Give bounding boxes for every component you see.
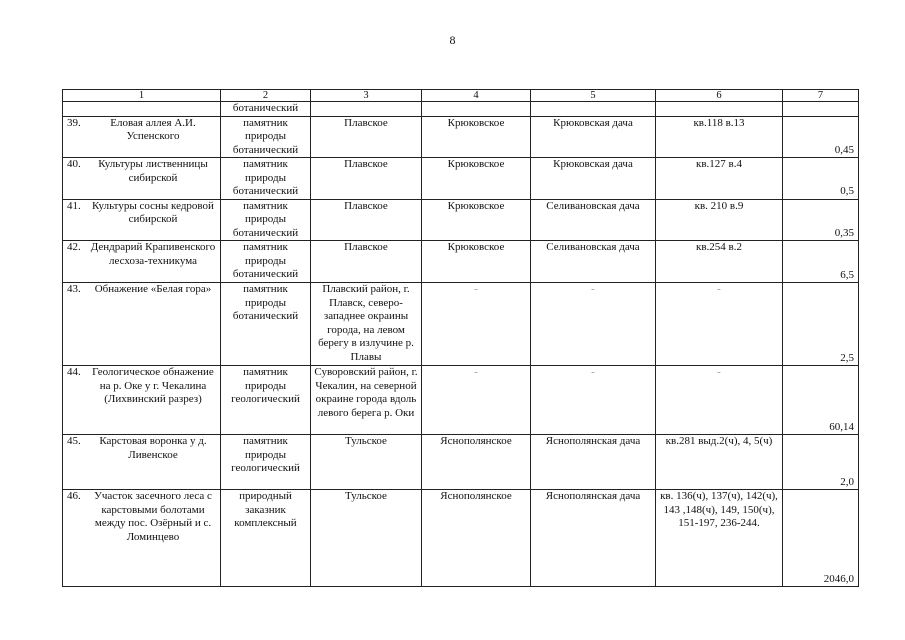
district-cell: Плавский район, г. Плавск, северо-западнее окраины города, на левом берегу в излучине р. Плавы [311,283,422,366]
category-cell: ботанический [221,102,311,117]
protected-areas-table [62,89,859,587]
district-cell: Плавское [311,116,422,158]
header-row [63,90,859,102]
row-number: 45. [67,435,81,447]
forestry-cell: - [422,366,531,435]
dacha-cell: Селивановская дача [531,199,656,241]
area-cell: 2,0 [783,435,859,490]
dacha-cell: Яснополянская дача [531,435,656,490]
category-cell: памятник природы геологический [221,366,311,435]
object-name: Обнажение «Белая гора» [94,283,212,295]
row-number: 46. [67,490,81,502]
category-cell: природный заказник комплексный [221,490,311,587]
district-cell: Плавское [311,199,422,241]
category-cell: памятник природы ботанический [221,199,311,241]
forestry-cell: Яснополянское [422,435,531,490]
area-cell: 0,5 [783,158,859,200]
dacha-cell: Крюковская дача [531,116,656,158]
category-cell: памятник природы ботанический [221,283,311,366]
forestry-cell: Яснополянское [422,490,531,587]
quarters-cell: кв.127 в.4 [656,158,783,200]
area-cell: 0,35 [783,199,859,241]
quarters-cell: кв.254 в.2 [656,241,783,283]
object-name: Дендрарий Крапивенского лесхоза-техникума [90,241,216,267]
table-row [63,435,859,490]
area-cell: 0,45 [783,116,859,158]
object-name: Культуры сосны кедровой сибирской [92,199,214,225]
district-cell: Плавское [311,158,422,200]
header-cell: 3 [311,90,422,102]
area-cell: 6,5 [783,241,859,283]
area-cell: 2,5 [783,283,859,366]
object-name: Геологическое обнажение на р. Оке у г. Чекалина (Лихвинский разрез) [92,366,214,405]
area-cell: 2046,0 [783,490,859,587]
quarters-cell: кв.118 в.13 [656,116,783,158]
table-row [63,199,859,241]
dacha-cell: Селивановская дача [531,241,656,283]
object-name: Культуры лиственницы сибирской [98,158,208,184]
name-cell [63,366,221,435]
row-number: 39. [67,116,81,129]
object-name: Участок засечного леса с карстовыми болотами между пос. Озёрный и с. Ломинцево [94,490,212,543]
header-cell: 4 [422,90,531,102]
header-cell: 6 [656,90,783,102]
forestry-cell: Крюковское [422,241,531,283]
forestry-cell: Крюковское [422,158,531,200]
row-number: 42. [67,241,81,253]
dacha-cell: - [531,366,656,435]
quarters-cell: - [656,283,783,366]
district-cell: Плавское [311,241,422,283]
name-cell [63,435,221,490]
district-cell: Тульское [311,490,422,587]
category-cell: памятник природы ботанический [221,116,311,158]
forestry-cell: Крюковское [422,116,531,158]
forestry-cell: - [422,283,531,366]
table-row [63,241,859,283]
header-cell: 5 [531,90,656,102]
dacha-cell: Яснополянская дача [531,490,656,587]
table-row [63,283,859,366]
category-cell: памятник природы геологический [221,435,311,490]
forestry-cell: Крюковское [422,199,531,241]
dacha-cell: Крюковская дача [531,158,656,200]
header-cell: 7 [783,90,859,102]
quarters-cell: - [656,366,783,435]
object-name: Еловая аллея А.И. Успенского [110,116,196,142]
category-cell: памятник природы ботанический [221,158,311,200]
row-number: 43. [67,283,81,295]
name-cell [63,158,221,200]
name-cell [63,199,221,241]
area-cell: 60,14 [783,366,859,435]
quarters-cell: кв. 136(ч), 137(ч), 142(ч), 143 ,148(ч), 149, 150(ч), 151-197, 236-244. [656,490,783,587]
row-number: 41. [67,199,81,212]
table-row [63,366,859,435]
name-cell [63,283,221,366]
district-cell: Тульское [311,435,422,490]
object-name: Карстовая воронка у д. Ливенское [99,435,207,461]
header-cell: 1 [63,90,221,102]
quarters-cell: кв. 210 в.9 [656,199,783,241]
dacha-cell: - [531,283,656,366]
name-cell [63,241,221,283]
table-row [63,158,859,200]
quarters-cell: кв.281 выд.2(ч), 4, 5(ч) [656,435,783,490]
table-row [63,490,859,587]
name-cell [63,490,221,587]
row-number: 44. [67,366,81,378]
continuation-row [63,102,859,117]
header-cell: 2 [221,90,311,102]
name-cell [63,116,221,158]
district-cell: Суворовский район, г. Чекалин, на северной окраине города вдоль левого берега р. Оки [311,366,422,435]
page-number: 8 [449,33,456,47]
category-cell: памятник природы ботанический [221,241,311,283]
row-number: 40. [67,158,81,170]
table-row [63,116,859,158]
